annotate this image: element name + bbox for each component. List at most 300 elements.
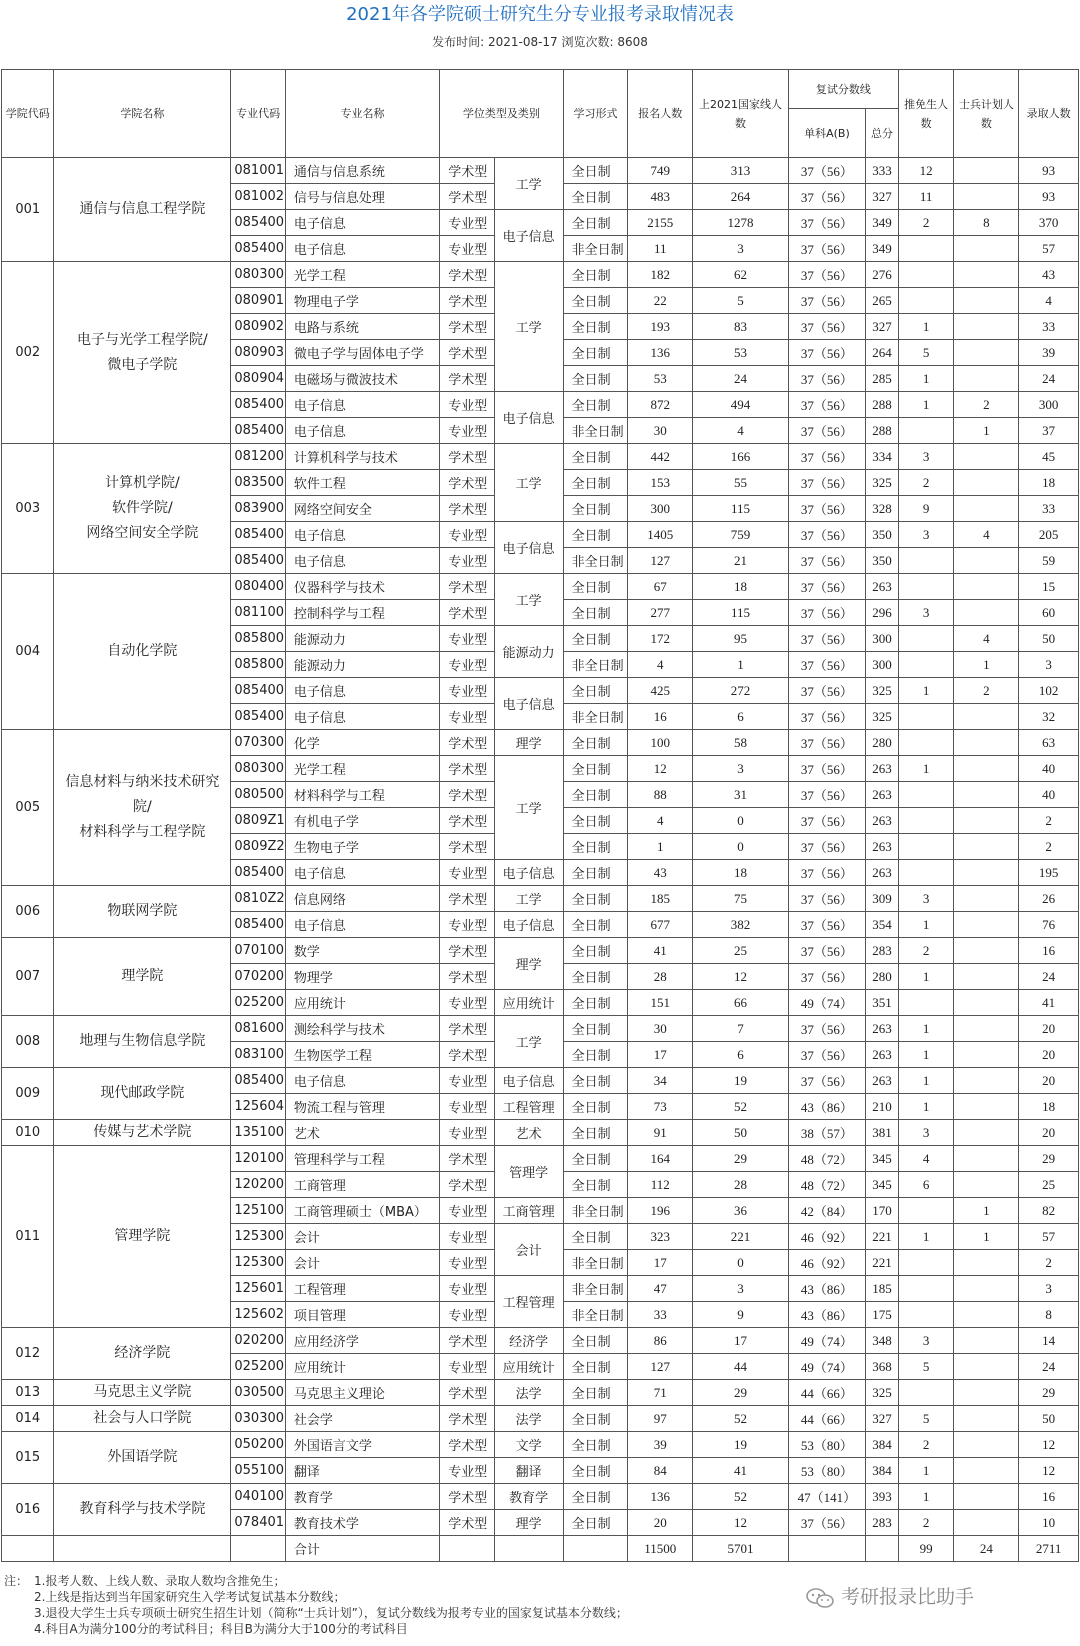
cell-major-name: 能源动力 (285, 652, 439, 678)
cell-above-line: 52 (693, 1406, 789, 1432)
cell-soldier: 2 (954, 392, 1019, 418)
cell-study-form: 非全日制 (563, 1302, 628, 1328)
cell-major-name: 信息网络 (285, 886, 439, 912)
cell-study-form: 全日制 (563, 1354, 628, 1380)
cell-study-form: 非全日制 (563, 1250, 628, 1276)
cell-total-score: 296 (866, 600, 899, 626)
cell-soldier (954, 288, 1019, 314)
cell-degree-type: 专业型 (440, 418, 495, 444)
cell-applicants: 872 (628, 392, 693, 418)
cell-soldier (954, 340, 1019, 366)
cell-study-form: 全日制 (563, 496, 628, 522)
page-title: 2021年各学院硕士研究生分专业报考录取情况表 (346, 4, 734, 25)
cell-total-score: 349 (866, 236, 899, 262)
cell-study-form: 全日制 (563, 808, 628, 834)
header-above-line: 上2021国家线人数 (693, 70, 789, 158)
cell-total-score: 350 (866, 548, 899, 574)
cell-degree-type: 学术型 (440, 730, 495, 756)
cell-total-score: 368 (866, 1354, 899, 1380)
cell-admitted: 370 (1019, 210, 1079, 236)
cell-major-code: 085400 (231, 912, 286, 938)
note-item: 1.报考人数、上线人数、录取人数均含推免生； (34, 1574, 286, 1588)
cell-college-name: 传媒与艺术学院 (54, 1120, 231, 1146)
cell-single-subject: 44（66） (788, 1380, 865, 1406)
cell-college-code: 014 (2, 1406, 54, 1432)
cell-degree-type: 学术型 (440, 496, 495, 522)
cell-single-subject: 37（56） (788, 600, 865, 626)
cell-major-name: 电子信息 (285, 522, 439, 548)
cell-college-name: 外国语学院 (54, 1432, 231, 1484)
cell-single-subject: 37（56） (788, 834, 865, 860)
cell-soldier (954, 1068, 1019, 1094)
cell-applicants: 136 (628, 1484, 693, 1510)
cell-total-score: 345 (866, 1146, 899, 1172)
cell-degree-category: 工学 (494, 1016, 563, 1068)
cell-degree-type: 学术型 (440, 782, 495, 808)
cell-admitted: 57 (1019, 236, 1079, 262)
cell-single-subject: 37（56） (788, 938, 865, 964)
cell-admitted: 33 (1019, 496, 1079, 522)
cell-above-line: 1278 (693, 210, 789, 236)
cell-major-name: 应用经济学 (285, 1328, 439, 1354)
cell-degree-type: 专业型 (440, 626, 495, 652)
cell-exempt (898, 418, 954, 444)
cell-study-form: 全日制 (563, 1120, 628, 1146)
cell-degree-type: 专业型 (440, 652, 495, 678)
cell-total-score: 350 (866, 522, 899, 548)
cell-exempt: 3 (898, 886, 954, 912)
cell-major-code: 125300 (231, 1250, 286, 1276)
cell-applicants: 41 (628, 938, 693, 964)
cell-applicants: 182 (628, 262, 693, 288)
header-college-code: 学院代码 (2, 70, 54, 158)
cell-single-subject: 37（56） (788, 314, 865, 340)
cell-total-score: 384 (866, 1458, 899, 1484)
total-admitted: 2711 (1019, 1536, 1079, 1562)
table-body (2, 158, 1079, 1562)
cell-study-form: 全日制 (563, 782, 628, 808)
cell-soldier (954, 496, 1019, 522)
cell-applicants: 39 (628, 1432, 693, 1458)
cell-exempt: 11 (898, 184, 954, 210)
cell-degree-type: 专业型 (440, 990, 495, 1016)
cell-soldier (954, 158, 1019, 184)
cell-study-form: 全日制 (563, 366, 628, 392)
cell-major-name: 光学工程 (285, 262, 439, 288)
cell-exempt: 3 (898, 1120, 954, 1146)
cell-exempt: 1 (898, 1484, 954, 1510)
cell-above-line: 221 (693, 1224, 789, 1250)
cell-degree-category: 工学 (494, 444, 563, 522)
cell-degree-type: 专业型 (440, 236, 495, 262)
cell-exempt: 2 (898, 470, 954, 496)
table-row (2, 1432, 1079, 1458)
cell-admitted: 24 (1019, 1354, 1079, 1380)
cell-degree-type: 学术型 (440, 600, 495, 626)
cell-applicants: 127 (628, 1354, 693, 1380)
cell-soldier (954, 860, 1019, 886)
cell-study-form: 全日制 (563, 1458, 628, 1484)
cell-major-code: 080300 (231, 756, 286, 782)
cell-degree-category: 工学 (494, 756, 563, 860)
cell-total-score: 288 (866, 392, 899, 418)
cell-degree-category: 工学 (494, 574, 563, 626)
cell-study-form: 非全日制 (563, 1198, 628, 1224)
cell-single-subject: 37（56） (788, 808, 865, 834)
cell-admitted: 20 (1019, 1042, 1079, 1068)
cell-total-score: 300 (866, 652, 899, 678)
header-applicants: 报名人数 (628, 70, 693, 158)
cell-exempt (898, 548, 954, 574)
cell-major-code: 081002 (231, 184, 286, 210)
cell-major-name: 电子信息 (285, 704, 439, 730)
cell-above-line: 5 (693, 288, 789, 314)
cell-applicants: 16 (628, 704, 693, 730)
cell-major-name: 通信与信息系统 (285, 158, 439, 184)
cell-applicants: 17 (628, 1042, 693, 1068)
cell-admitted: 93 (1019, 184, 1079, 210)
cell-study-form: 全日制 (563, 1094, 628, 1120)
cell-admitted: 16 (1019, 1484, 1079, 1510)
cell-applicants: 4 (628, 652, 693, 678)
cell-single-subject: 37（56） (788, 886, 865, 912)
cell-degree-type: 学术型 (440, 1484, 495, 1510)
cell-soldier (954, 600, 1019, 626)
note-item: 4.科目A为满分100分的考试科目；科目B为满分大于100分的考试科目 (34, 1622, 408, 1636)
cell-college-code: 006 (2, 886, 54, 938)
cell-exempt: 2 (898, 210, 954, 236)
cell-study-form: 全日制 (563, 522, 628, 548)
cell-single-subject: 37（56） (788, 340, 865, 366)
header-soldier: 士兵计划人数 (954, 70, 1019, 158)
cell-major-name: 应用统计 (285, 990, 439, 1016)
cell-degree-type: 学术型 (440, 1406, 495, 1432)
cell-degree-category: 工程管理 (494, 1094, 563, 1120)
cell-study-form: 全日制 (563, 158, 628, 184)
cell-degree-category: 艺术 (494, 1120, 563, 1146)
cell-major-name: 电子信息 (285, 210, 439, 236)
cell-college-name: 经济学院 (54, 1328, 231, 1380)
admissions-table (1, 69, 1079, 1562)
cell-exempt (898, 808, 954, 834)
cell-single-subject: 46（92） (788, 1224, 865, 1250)
cell-exempt: 1 (898, 392, 954, 418)
cell-applicants: 12 (628, 756, 693, 782)
cell-degree-type: 学术型 (440, 1380, 495, 1406)
table-row (2, 1120, 1079, 1146)
cell-study-form: 非全日制 (563, 418, 628, 444)
cell-degree-type: 学术型 (440, 834, 495, 860)
header-degree-type: 学位类型及类别 (440, 70, 563, 158)
cell-admitted: 59 (1019, 548, 1079, 574)
cell-admitted: 12 (1019, 1432, 1079, 1458)
cell-major-code: 081100 (231, 600, 286, 626)
cell-degree-type: 学术型 (440, 886, 495, 912)
cell-major-code: 040100 (231, 1484, 286, 1510)
cell-above-line: 313 (693, 158, 789, 184)
cell-study-form: 全日制 (563, 886, 628, 912)
cell-soldier: 1 (954, 418, 1019, 444)
cell-study-form: 全日制 (563, 1016, 628, 1042)
cell-applicants: 1 (628, 834, 693, 860)
cell-college-name: 管理学院 (54, 1146, 231, 1328)
cell-soldier (954, 1172, 1019, 1198)
cell-major-name: 电子信息 (285, 392, 439, 418)
cell-study-form: 非全日制 (563, 236, 628, 262)
cell-single-subject: 37（56） (788, 678, 865, 704)
cell-major-code: 080902 (231, 314, 286, 340)
cell-study-form: 全日制 (563, 340, 628, 366)
cell-admitted: 2 (1019, 808, 1079, 834)
cell-above-line: 9 (693, 1302, 789, 1328)
cell-major-code: 020200 (231, 1328, 286, 1354)
cell-total-score: 263 (866, 860, 899, 886)
cell-total-score: 393 (866, 1484, 899, 1510)
total-soldier: 24 (954, 1536, 1019, 1562)
cell-major-name: 项目管理 (285, 1302, 439, 1328)
total-empty-cell (563, 1536, 628, 1562)
cell-above-line: 21 (693, 548, 789, 574)
cell-major-code: 080901 (231, 288, 286, 314)
cell-exempt: 2 (898, 1432, 954, 1458)
cell-major-code: 080904 (231, 366, 286, 392)
cell-degree-type: 专业型 (440, 1224, 495, 1250)
cell-total-score: 276 (866, 262, 899, 288)
cell-applicants: 749 (628, 158, 693, 184)
cell-applicants: 30 (628, 418, 693, 444)
cell-major-code: 085400 (231, 236, 286, 262)
cell-exempt: 1 (898, 1016, 954, 1042)
cell-above-line: 17 (693, 1328, 789, 1354)
cell-applicants: 196 (628, 1198, 693, 1224)
cell-single-subject: 37（56） (788, 158, 865, 184)
cell-major-name: 电路与系统 (285, 314, 439, 340)
cell-major-code: 125604 (231, 1094, 286, 1120)
cell-single-subject: 47（141） (788, 1484, 865, 1510)
cell-degree-category: 理学 (494, 730, 563, 756)
cell-above-line: 31 (693, 782, 789, 808)
table-row (2, 886, 1079, 912)
cell-major-name: 社会学 (285, 1406, 439, 1432)
cell-above-line: 382 (693, 912, 789, 938)
cell-soldier (954, 1380, 1019, 1406)
cell-soldier (954, 886, 1019, 912)
cell-applicants: 483 (628, 184, 693, 210)
cell-above-line: 62 (693, 262, 789, 288)
cell-single-subject: 37（56） (788, 210, 865, 236)
cell-admitted: 26 (1019, 886, 1079, 912)
cell-soldier (954, 1432, 1019, 1458)
cell-single-subject: 37（56） (788, 756, 865, 782)
cell-major-name: 计算机科学与技术 (285, 444, 439, 470)
cell-major-code: 081001 (231, 158, 286, 184)
cell-applicants: 97 (628, 1406, 693, 1432)
cell-applicants: 185 (628, 886, 693, 912)
cell-major-name: 物理电子学 (285, 288, 439, 314)
cell-degree-type: 学术型 (440, 314, 495, 340)
cell-exempt: 5 (898, 1354, 954, 1380)
cell-soldier (954, 444, 1019, 470)
cell-study-form: 非全日制 (563, 704, 628, 730)
cell-single-subject: 37（56） (788, 366, 865, 392)
cell-study-form: 全日制 (563, 938, 628, 964)
cell-applicants: 20 (628, 1510, 693, 1536)
cell-above-line: 28 (693, 1172, 789, 1198)
total-row (2, 1536, 1079, 1562)
cell-degree-type: 专业型 (440, 210, 495, 236)
cell-exempt (898, 834, 954, 860)
cell-study-form: 全日制 (563, 730, 628, 756)
cell-degree-category: 工学 (494, 886, 563, 912)
cell-exempt (898, 1380, 954, 1406)
cell-admitted: 24 (1019, 964, 1079, 990)
cell-single-subject: 53（80） (788, 1458, 865, 1484)
cell-single-subject: 37（56） (788, 574, 865, 600)
cell-major-code: 070300 (231, 730, 286, 756)
cell-major-code: 080400 (231, 574, 286, 600)
cell-degree-category: 翻译 (494, 1458, 563, 1484)
cell-above-line: 18 (693, 574, 789, 600)
cell-study-form: 全日制 (563, 444, 628, 470)
cell-above-line: 272 (693, 678, 789, 704)
cell-degree-category: 电子信息 (494, 210, 563, 262)
cell-above-line: 0 (693, 1250, 789, 1276)
cell-major-name: 马克思主义理论 (285, 1380, 439, 1406)
cell-exempt: 1 (898, 1068, 954, 1094)
cell-major-code: 0810Z2 (231, 886, 286, 912)
cell-above-line: 115 (693, 496, 789, 522)
cell-college-code: 010 (2, 1120, 54, 1146)
cell-single-subject: 37（56） (788, 236, 865, 262)
cell-admitted: 29 (1019, 1380, 1079, 1406)
cell-major-code: 120100 (231, 1146, 286, 1172)
cell-soldier (954, 1354, 1019, 1380)
cell-admitted: 102 (1019, 678, 1079, 704)
cell-exempt: 1 (898, 912, 954, 938)
cell-admitted: 4 (1019, 288, 1079, 314)
cell-major-name: 化学 (285, 730, 439, 756)
cell-degree-type: 学术型 (440, 444, 495, 470)
cell-soldier (954, 470, 1019, 496)
cell-study-form: 全日制 (563, 860, 628, 886)
cell-major-code: 085400 (231, 522, 286, 548)
cell-degree-type: 学术型 (440, 1146, 495, 1172)
table-row (2, 730, 1079, 756)
cell-single-subject: 49（74） (788, 1354, 865, 1380)
cell-degree-type: 学术型 (440, 1016, 495, 1042)
cell-total-score: 263 (866, 1042, 899, 1068)
cell-study-form: 全日制 (563, 1224, 628, 1250)
total-empty-cell (494, 1536, 563, 1562)
cell-total-score: 185 (866, 1276, 899, 1302)
cell-exempt: 9 (898, 496, 954, 522)
cell-college-code: 007 (2, 938, 54, 1016)
cell-single-subject: 37（56） (788, 184, 865, 210)
cell-soldier: 8 (954, 210, 1019, 236)
cell-degree-type: 学术型 (440, 1510, 495, 1536)
cell-college-name: 计算机学院/ 软件学院/ 网络空间安全学院 (54, 444, 231, 574)
cell-total-score: 263 (866, 782, 899, 808)
total-empty-cell (788, 1536, 865, 1562)
cell-total-score: 327 (866, 184, 899, 210)
cell-exempt (898, 730, 954, 756)
note-item: 2.上线是指达到当年国家研究生入学考试复试基本分数线； (34, 1590, 346, 1604)
cell-above-line: 6 (693, 704, 789, 730)
cell-major-name: 会计 (285, 1224, 439, 1250)
cell-soldier (954, 1146, 1019, 1172)
cell-major-name: 电子信息 (285, 1068, 439, 1094)
cell-above-line: 58 (693, 730, 789, 756)
table-row (2, 574, 1079, 600)
cell-major-code: 125601 (231, 1276, 286, 1302)
cell-college-name: 理学院 (54, 938, 231, 1016)
cell-admitted: 3 (1019, 1276, 1079, 1302)
header-admitted: 录取人数 (1019, 70, 1079, 158)
cell-exempt: 5 (898, 1406, 954, 1432)
cell-college-name: 信息材料与纳米技术研究院/ 材料科学与工程学院 (54, 730, 231, 886)
cell-above-line: 3 (693, 756, 789, 782)
cell-degree-type: 学术型 (440, 262, 495, 288)
cell-applicants: 151 (628, 990, 693, 1016)
total-empty-cell (440, 1536, 495, 1562)
cell-major-code: 085400 (231, 210, 286, 236)
cell-major-code: 025200 (231, 990, 286, 1016)
cell-single-subject: 37（56） (788, 262, 865, 288)
cell-soldier (954, 1328, 1019, 1354)
cell-admitted: 63 (1019, 730, 1079, 756)
cell-major-name: 信号与信息处理 (285, 184, 439, 210)
cell-degree-type: 专业型 (440, 522, 495, 548)
cell-single-subject: 37（56） (788, 496, 865, 522)
cell-single-subject: 37（56） (788, 704, 865, 730)
cell-single-subject: 43（86） (788, 1094, 865, 1120)
cell-total-score: 265 (866, 288, 899, 314)
cell-college-code: 003 (2, 444, 54, 574)
cell-admitted: 32 (1019, 704, 1079, 730)
cell-degree-category: 电子信息 (494, 860, 563, 886)
watermark-text: 考研报录比助手 (841, 1586, 975, 1608)
cell-applicants: 425 (628, 678, 693, 704)
cell-single-subject: 37（56） (788, 626, 865, 652)
cell-admitted: 18 (1019, 470, 1079, 496)
total-applicants: 11500 (628, 1536, 693, 1562)
total-above-line: 5701 (693, 1536, 789, 1562)
cell-admitted: 40 (1019, 782, 1079, 808)
cell-study-form: 全日制 (563, 626, 628, 652)
cell-single-subject: 48（72） (788, 1172, 865, 1198)
notes-list (4, 1573, 764, 1637)
cell-soldier (954, 1120, 1019, 1146)
cell-major-code: 085400 (231, 392, 286, 418)
cell-major-name: 网络空间安全 (285, 496, 439, 522)
cell-total-score: 175 (866, 1302, 899, 1328)
cell-degree-type: 专业型 (440, 548, 495, 574)
cell-single-subject: 37（56） (788, 1510, 865, 1536)
cell-college-code: 009 (2, 1068, 54, 1120)
cell-study-form: 全日制 (563, 1042, 628, 1068)
cell-total-score: 325 (866, 678, 899, 704)
cell-total-score: 333 (866, 158, 899, 184)
cell-major-name: 物流工程与管理 (285, 1094, 439, 1120)
cell-major-code: 085400 (231, 678, 286, 704)
cell-exempt: 1 (898, 756, 954, 782)
cell-admitted: 205 (1019, 522, 1079, 548)
cell-study-form: 全日制 (563, 1380, 628, 1406)
cell-total-score: 334 (866, 444, 899, 470)
cell-college-code: 012 (2, 1328, 54, 1380)
cell-degree-category: 应用统计 (494, 990, 563, 1016)
total-empty-cell (54, 1536, 231, 1562)
